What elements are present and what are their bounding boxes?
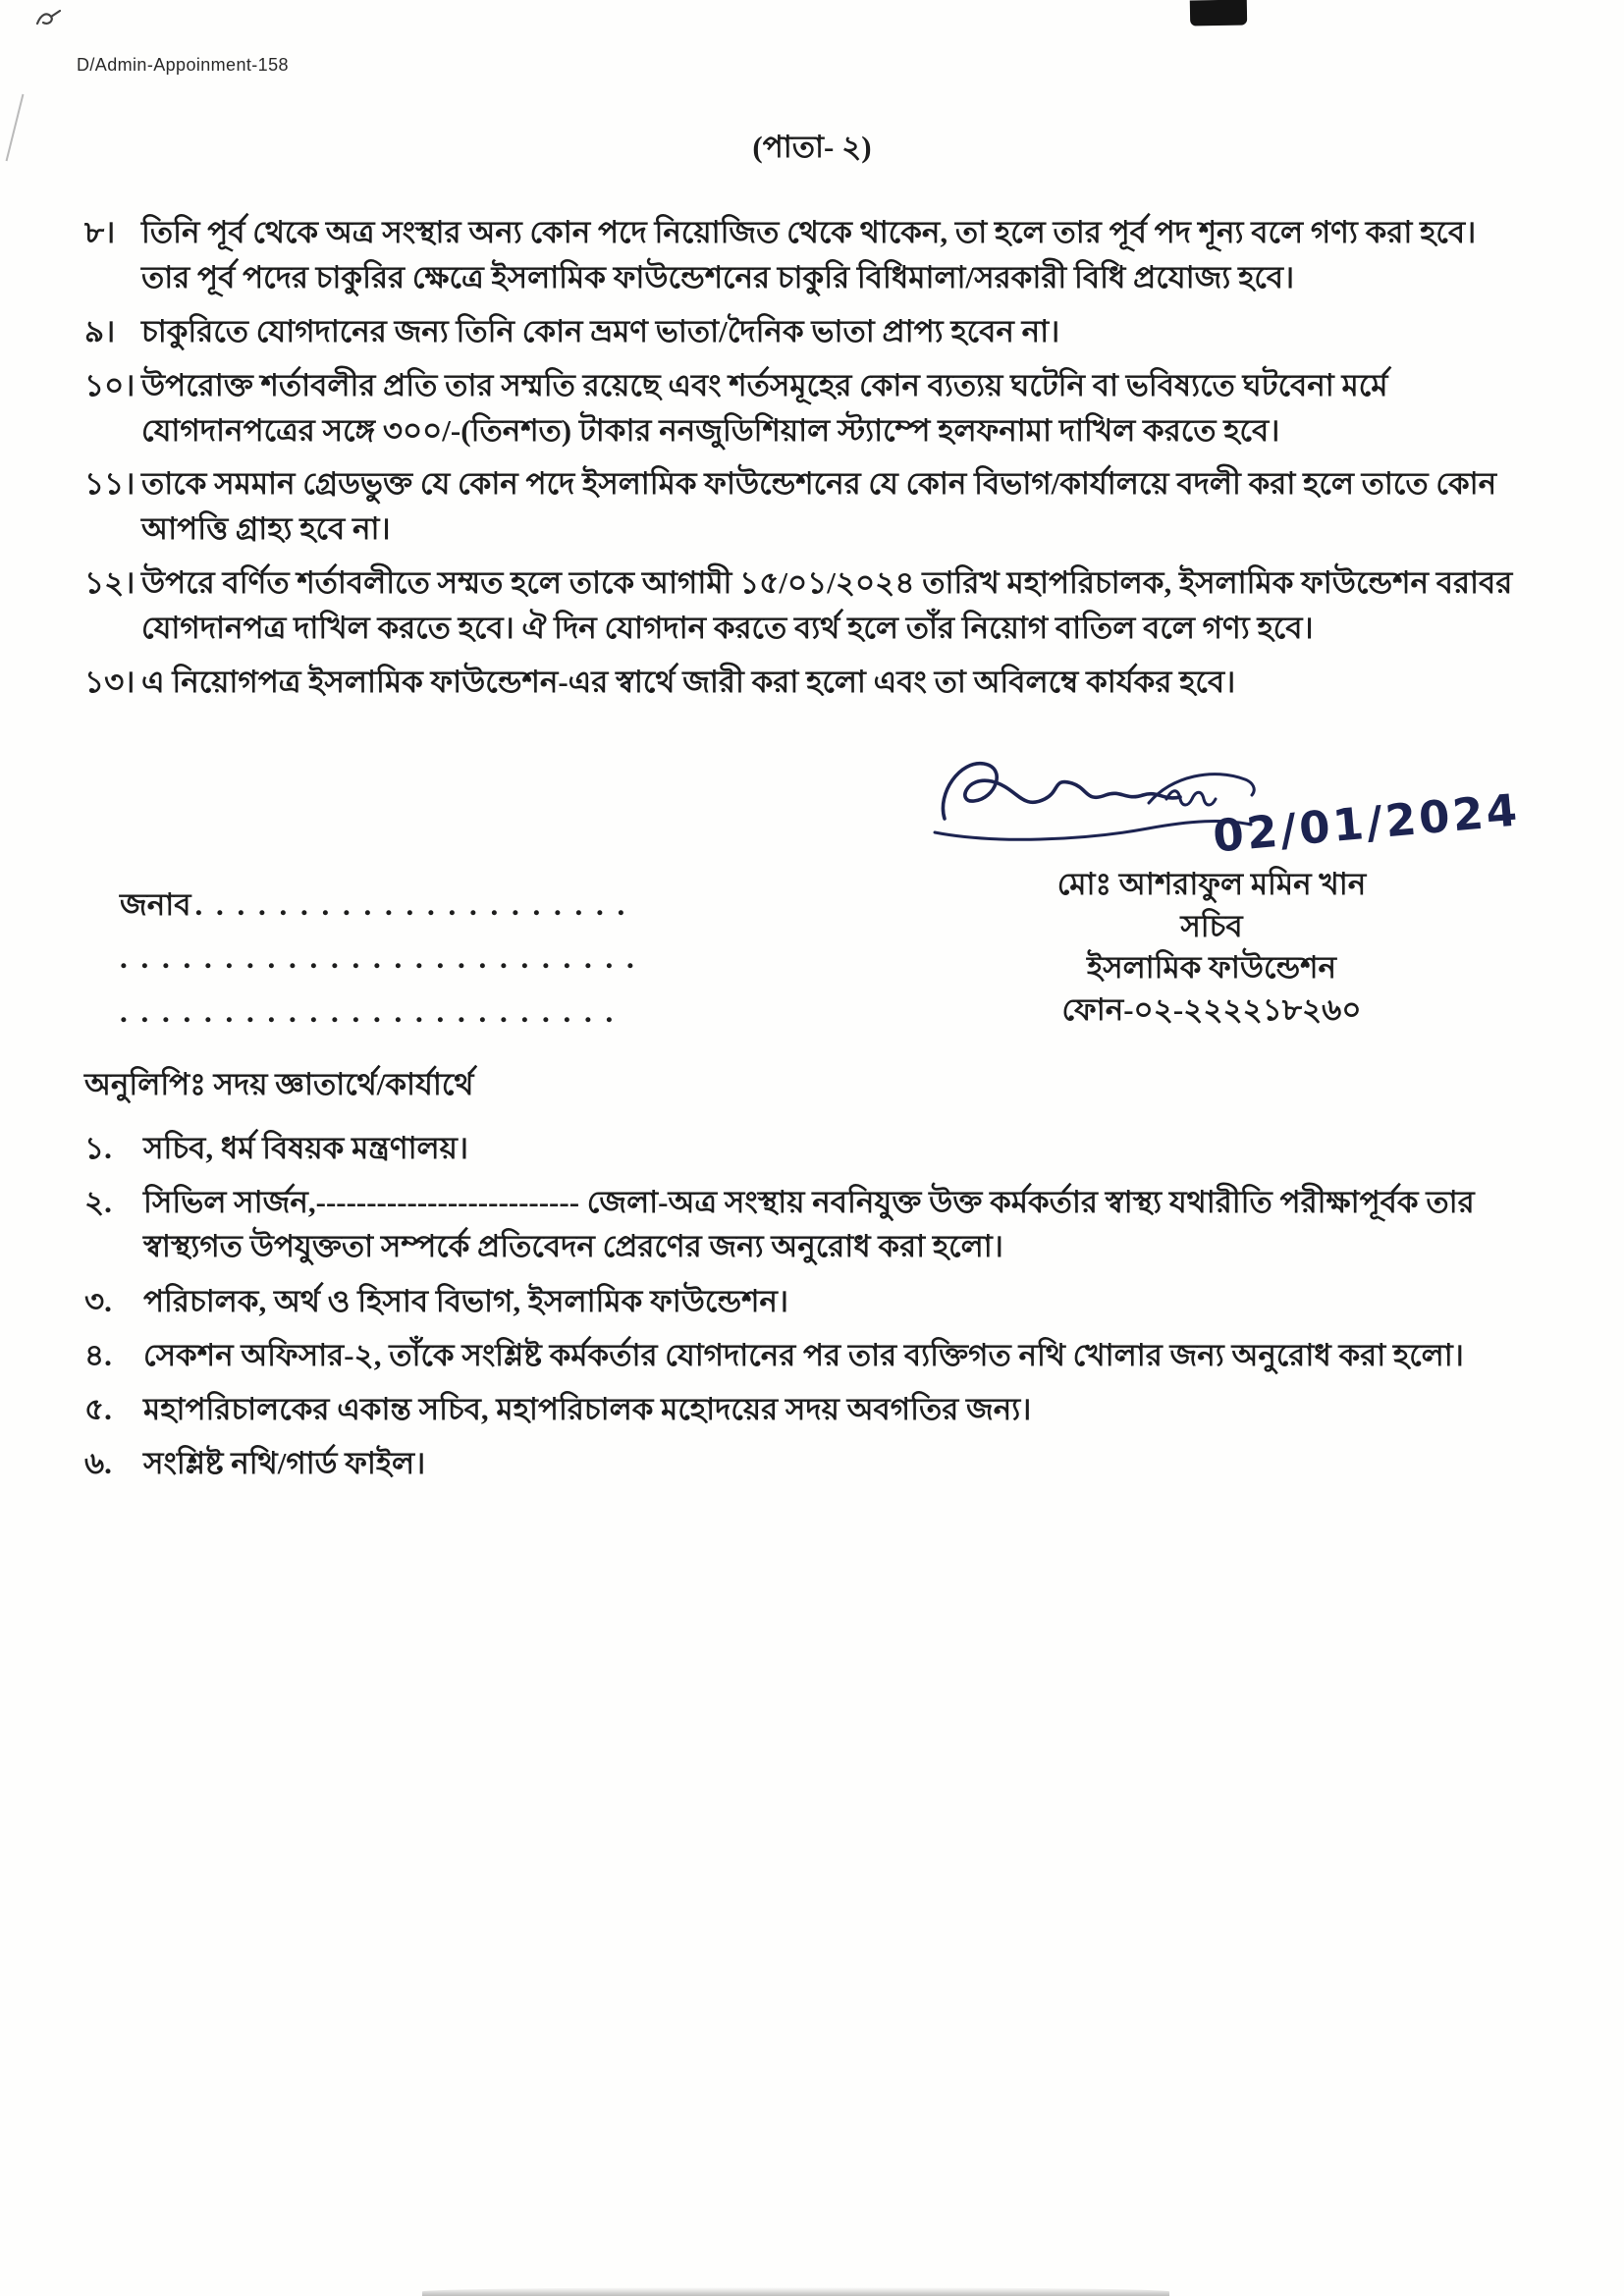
scan-blot-artifact	[1190, 0, 1247, 27]
distribution-text: সচিব, ধর্ম বিষয়ক মন্ত্রণালয়।	[143, 1130, 469, 1165]
term-number: ১৩।	[84, 664, 135, 699]
term-item-10	[84, 363, 1531, 454]
term-item-9	[84, 309, 1531, 354]
term-number: ৯।	[84, 313, 116, 348]
signatory-designation: সচিব	[1180, 908, 1243, 943]
signature-date: 02/01/2024	[1210, 783, 1522, 863]
addressee-line-1	[120, 885, 637, 925]
distribution-text: মহাপরিচালকের একান্ত সচিব, মহাপরিচালক মহোদয়ের সদয় অবগতির জন্য।	[143, 1392, 1032, 1427]
term-text: উপরে বর্ণিত শর্তাবলীতে সম্মত হলে তাকে আগামী ১৫/০১/২০২৪ তারিখ মহাপরিচালক, ইসলামিক ফাউন্ডেশন বরাবর যোগদানপত্র দাখিল করতে হবে। ঐ দিন যোগদান করতে ব্যর্থ হলে তাঁর নিয়োগ বাতিল বলে গণ্য হবে।	[141, 565, 1513, 645]
term-number: ১১।	[84, 466, 135, 502]
distribution-item-2	[84, 1180, 1531, 1269]
distribution-section	[84, 1061, 1531, 1486]
distribution-number: ৬.	[84, 1446, 112, 1481]
distribution-item-3	[84, 1279, 1531, 1323]
terms-list	[84, 210, 1531, 705]
term-text: চাকুরিতে যোগদানের জন্য তিনি কোন ভ্রমণ ভাতা/দৈনিক ভাতা প্রাপ্য হবেন না।	[141, 313, 1060, 348]
scan-smudge-artifact	[422, 2287, 1169, 2296]
distribution-number: ১.	[84, 1130, 112, 1165]
distribution-item-1	[84, 1126, 1531, 1170]
term-number: ১২।	[84, 565, 135, 601]
term-number: ৮।	[84, 215, 116, 249]
addressee-line-3: . . . . . . . . . . . . . . . . . . . . . . . .	[120, 993, 617, 1029]
term-text: এ নিয়োগপত্র ইসলামিক ফাউন্ডেশন-এর স্বার্থে জারী করা হলো এবং তা অবিলম্বে কার্যকর হবে।	[141, 664, 1236, 699]
distribution-text: পরিচালক, অর্থ ও হিসাব বিভাগ, ইসলামিক ফাউন্ডেশন।	[143, 1283, 789, 1318]
signatory-block	[917, 742, 1522, 1032]
document-reference: D/Admin-Appoinment-158	[77, 55, 289, 75]
distribution-text: সিভিল সার্জন,-------------------------- জেলা-অত্র সংস্থায় নবনিযুক্ত উক্ত কর্মকর্তার স্বাস্থ্য যথারীতি পরীক্ষাপূর্বক তার স্বাস্থ্যগত উপযুক্ততা সম্পর্কে প্রতিবেদন প্রেরণের জন্য অনুরোধ করা হলো।	[143, 1185, 1475, 1264]
distribution-number: ২.	[84, 1185, 112, 1220]
distribution-item-4	[84, 1333, 1531, 1377]
signature-art	[917, 742, 1522, 863]
distribution-number: ৪.	[84, 1337, 112, 1372]
signatory-name: মোঃ আশরাফুল মমিন খান	[1056, 866, 1367, 901]
distribution-text: সেকশন অফিসার-২, তাঁকে সংশ্লিষ্ট কর্মকর্তার যোগদানের পর তার ব্যক্তিগত নথি খোলার জন্য অনুরোধ করা হলো।	[143, 1337, 1464, 1372]
distribution-heading: অনুলিপিঃ সদয় জ্ঞাতার্থে/কার্যার্থে	[84, 1066, 474, 1101]
distribution-number: ৫.	[84, 1392, 112, 1427]
term-text: তিনি পূর্ব থেকে অত্র সংস্থার অন্য কোন পদে নিয়োজিত থেকে থাকেন, তা হলে তার পূর্ব পদ শূন্য বলে গণ্য করা হবে। তার পূর্ব পদের চাকুরির ক্ষেত্রে ইসলামিক ফাউন্ডেশনের চাকুরি বিধিমালা/সরকারী বিধি প্রযোজ্য হবে।	[141, 215, 1477, 294]
page-title: (পাতা- ২)	[752, 130, 872, 164]
term-item-13	[84, 660, 1531, 705]
signatory-phone: ফোন-০২-২২২২১৮২৬০	[1061, 992, 1362, 1028]
addressee-dots: . . . . . . . . . . . . . . . . . . . . .	[194, 886, 628, 922]
term-text: উপরোক্ত শর্তাবলীর প্রতি তার সম্মতি রয়েছে এবং শর্তসমূহের কোন ব্যত্যয় ঘটেনি বা ভবিষ্যতে ঘটবেনা মর্মে যোগদানপত্রের সঙ্গে ৩০০/-(তিনশত) টাকার ননজুডিশিয়াল স্ট্যাম্পে হলফনামা দাখিল করতে হবে।	[141, 367, 1388, 448]
addressee-line-2: . . . . . . . . . . . . . . . . . . . . . . . . .	[120, 940, 637, 976]
term-number: ১০।	[84, 367, 135, 402]
distribution-number: ৩.	[84, 1283, 112, 1318]
signatory-organization: ইসলামিক ফাউন্ডেশন	[1086, 950, 1337, 986]
term-item-8	[84, 210, 1531, 300]
term-item-12	[84, 561, 1531, 651]
distribution-item-5	[84, 1387, 1531, 1431]
distribution-item-6	[84, 1441, 1531, 1485]
distribution-text: সংশ্লিষ্ট নথি/গার্ড ফাইল।	[143, 1446, 426, 1481]
signature-section	[120, 742, 1522, 1032]
handwritten-signature-icon	[927, 742, 1261, 858]
term-item-11	[84, 461, 1531, 552]
scan-scribble-artifact	[33, 8, 63, 34]
term-text: তাকে সমমান গ্রেডভুক্ত যে কোন পদে ইসলামিক ফাউন্ডেশনের যে কোন বিভাগ/কার্যালয়ে বদলী করা হলে তাতে কোন আপত্তি গ্রাহ্য হবে না।	[141, 466, 1497, 547]
addressee-block	[120, 872, 637, 1032]
addressee-label: জনাব	[120, 886, 191, 922]
